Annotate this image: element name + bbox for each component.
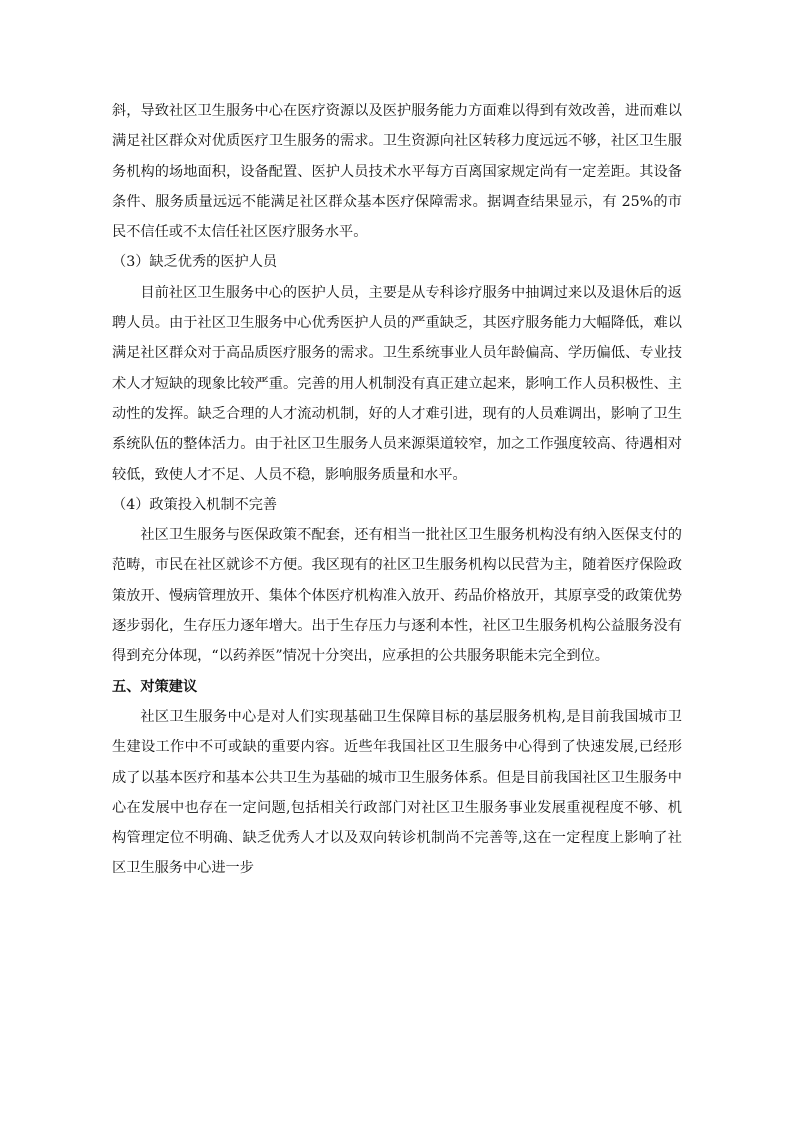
section-heading-recommendations: 五、对策建议	[112, 678, 198, 695]
subheading-policy-mechanism: （4）政策投入机制不完善	[112, 496, 278, 513]
paragraph-staff-shortage: 目前社区卫生服务中心的医护人员，主要是从专科诊疗服务中抽调过来以及退休后的返聘人员。由于社区卫生服务中心优秀医护人员的严重缺乏，其医疗服务能力大幅降低，难以满足社区群众对于高品质医疗服务的需求。卫生系统事业人员年龄偏高、学历偏低、专业技术人才短缺的现象比较严重。完善的用人机制没有真正建立起来，影响工作人员积极性、主动性的发挥。缺乏合理的人才流动机制，好的人才难引进，现有的人员难调出，影响了卫生系统队伍的整体活力。由于社区卫生服务人员来源渠道较窄，加之工作强度较高、待遇相对较低，致使人才不足、人员不稳，影响服务质量和水平。	[112, 284, 682, 483]
subheading-staff-shortage: （3）缺乏优秀的医护人员	[112, 254, 278, 271]
paragraph-recommendations: 社区卫生服务中心是对人们实现基础卫生保障目标的基层服务机构,是目前我国城市卫生建设工作中不可或缺的重要内容。近些年我国社区卫生服务中心得到了快速发展,已经形成了以基本医疗和基本公共卫生为基础的城市卫生服务体系。但是目前我国社区卫生服务中心在发展中也存在一定问题,包括相关行政部门对社区卫生服务事业发展重视程度不够、机构管理定位不明确、缺乏优秀人才以及双向转诊机制尚不完善等,这在一定程度上影响了社区卫生服务中心进一步	[112, 708, 682, 877]
document-body	[112, 96, 682, 884]
paragraph-continuation: 斜，导致社区卫生服务中心在医疗资源以及医护服务能力方面难以得到有效改善，进而难以满足社区群众对优质医疗卫生服务的需求。卫生资源向社区转移力度远远不够，社区卫生服务机构的场地面积，设备配置、医护人员技术水平每方百离国家规定尚有一定差距。其设备条件、服务质量远远不能满足社区群众基本医疗保障需求。据调查结果显示，有 25%的市民不信任或不太信任社区医疗服务水平。	[112, 103, 682, 241]
paragraph-policy-mechanism: 社区卫生服务与医保政策不配套，还有相当一批社区卫生服务机构没有纳入医保支付的范畴，市民在社区就诊不方便。我区现有的社区卫生服务机构以民营为主，随着医疗保险政策放开、慢病管理放开、集体个体医疗机构准入放开、药品价格放开，其原享受的政策优势逐步弱化，生存压力逐年增大。出于生存压力与逐利本性，社区卫生服务机构公益服务没有得到充分体现，“以药养医”情况十分突出，应承担的公共服务职能未完全到位。	[112, 527, 682, 665]
